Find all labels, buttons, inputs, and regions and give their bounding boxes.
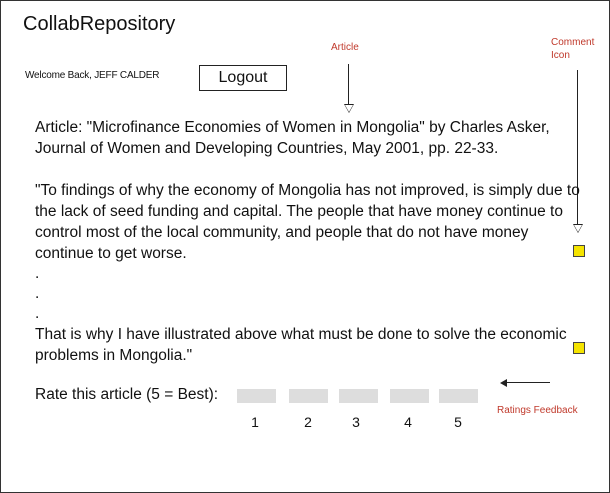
rating-option-2[interactable]: [289, 389, 328, 403]
annotation-comment-icon-label: Comment Icon: [551, 37, 595, 61]
annotation-ratings-feedback: Ratings Feedback: [497, 405, 578, 416]
welcome-text: Welcome Back, JEFF CALDER: [25, 70, 160, 81]
article-paragraph-1: "To findings of why the economy of Mongolia has not improved, is simply due to the lack of seed funding and capital. The people that have money continue to control most of the local community, and people that do not have money continue to get worse.: [35, 182, 580, 262]
rating-option-1[interactable]: [237, 389, 276, 403]
rating-option-5[interactable]: [439, 389, 478, 403]
rating-option-4[interactable]: [390, 389, 429, 403]
rating-number: 1: [251, 414, 259, 430]
article-arrow-head-icon: [344, 104, 354, 113]
comment-icon[interactable]: [573, 342, 585, 354]
ratings-arrow-line: [506, 382, 550, 383]
ellipsis-dot: .: [35, 285, 40, 302]
article-paragraph-2: That is why I have illustrated above what must be done to solve the economic problems in Mongolia.": [35, 326, 567, 364]
app-title: CollabRepository: [23, 13, 176, 35]
rating-number: 5: [454, 414, 462, 430]
rating-number: 3: [352, 414, 360, 430]
article-arrow-line: [348, 64, 349, 106]
rating-label: Rate this article (5 = Best):: [35, 386, 219, 403]
ratings-arrow-head-icon: [500, 379, 507, 387]
ellipsis-dot: .: [35, 305, 40, 322]
annotation-article: Article: [331, 42, 359, 53]
rating-number: 2: [304, 414, 312, 430]
ellipsis-dot: .: [35, 265, 40, 282]
logout-button[interactable]: Logout: [199, 65, 287, 91]
article-citation: Article: "Microfinance Economies of Women in Mongolia" by Charles Asker, Journal of Women and Developing Countries, May 2001, pp. 22-33.: [35, 119, 550, 157]
annotation-comment-icon: [551, 36, 603, 62]
rating-number: 4: [404, 414, 412, 430]
article-body: [35, 117, 580, 366]
comment-icon[interactable]: [573, 245, 585, 257]
rating-option-3[interactable]: [339, 389, 378, 403]
